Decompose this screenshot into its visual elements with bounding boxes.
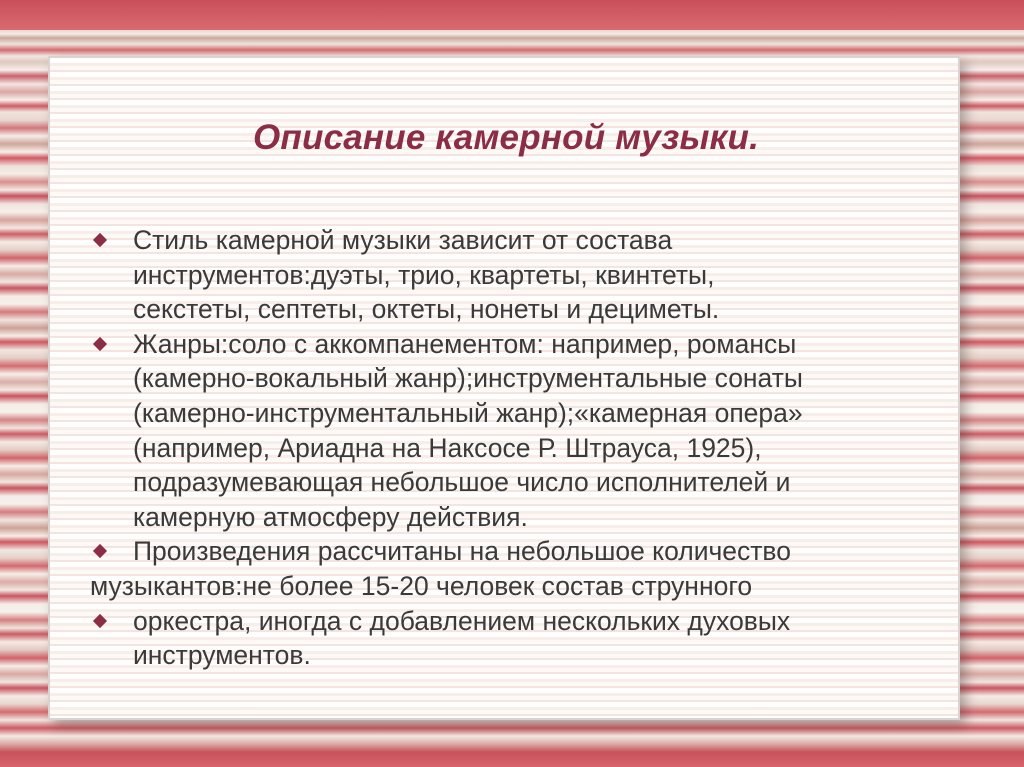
list-item-line: инструментов. [133, 640, 311, 671]
slide-title: Описание камерной музыки. [253, 118, 759, 157]
list-item [90, 223, 930, 327]
list-item-line: Жанры:соло с аккомпанементом: например, романсы [133, 328, 797, 359]
diamond-bullet-icon [93, 337, 107, 351]
list-item-line: (например, Ариадна на Наксосе Р. Штрауса, 1925), [133, 432, 762, 463]
list-item-line: Стиль камерной музыки зависит от состава [133, 225, 673, 255]
list-item [90, 327, 930, 535]
list-item-line: инструментов:дуэты, трио, квартеты, квинтеты, [133, 259, 715, 290]
diamond-bullet-icon [93, 613, 107, 627]
list-item-line: музыкантов:не более 15-20 человек состав струнного [90, 570, 753, 601]
list-item-line: (камерно-инструментальный жанр);«камерная опера» [133, 397, 803, 428]
list-item-line: Произведения рассчитаны на небольшое количество [133, 536, 791, 567]
list-item-line: (камерно-вокальный жанр);инструментальные сонаты [133, 363, 803, 394]
list-item-line: секстеты, септеты, октеты, нонеты и дециметы. [133, 294, 720, 325]
diamond-bullet-icon [93, 544, 107, 558]
list-item-line: подразумевающая небольшое число исполнителей и [133, 467, 791, 498]
bullet-list [90, 223, 930, 673]
diamond-bullet-icon [93, 233, 107, 247]
slide-card [48, 56, 960, 720]
top-decor-band [0, 0, 1024, 30]
list-item-line: оркестра, иногда с добавлением нескольких духовых [133, 605, 791, 636]
list-item [90, 604, 930, 673]
list-item-line: камерную атмосферу действия. [133, 501, 528, 532]
list-item [90, 534, 930, 603]
